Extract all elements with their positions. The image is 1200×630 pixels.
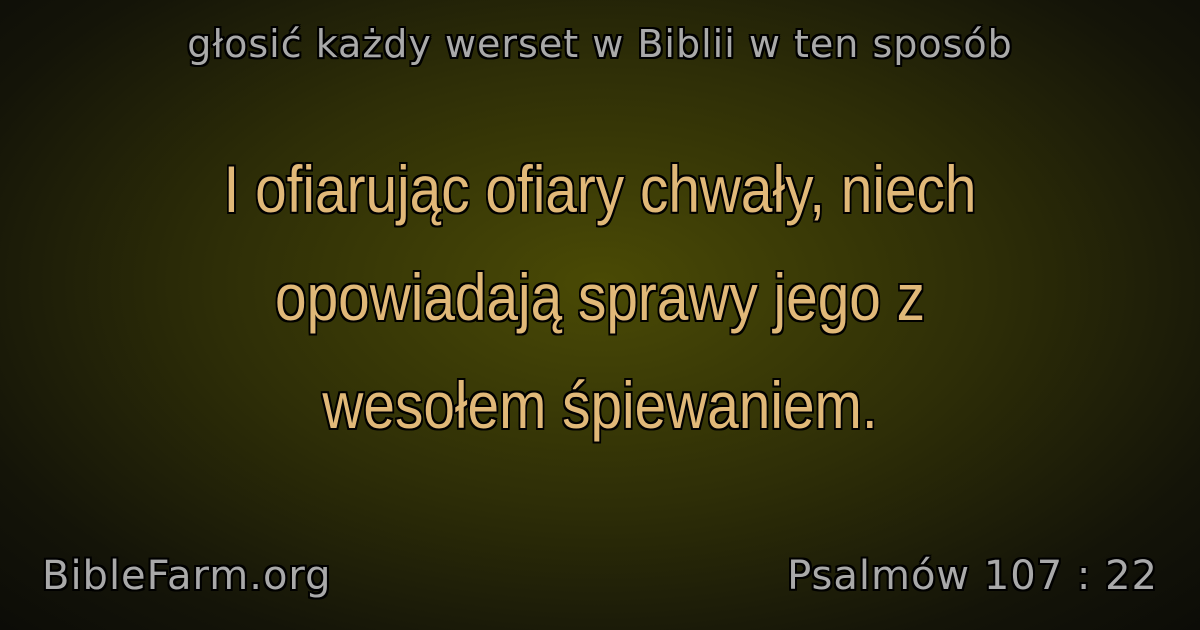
verse-line: wesołem śpiewaniem. (322, 368, 878, 442)
verse-line: I ofiarując ofiary chwały, niech (223, 152, 977, 226)
verse-reference: Psalmów 107 : 22 (787, 553, 1158, 599)
site-name: BibleFarm.org (42, 553, 332, 599)
tagline: głosić każdy werset w Biblii w ten sposób (187, 22, 1013, 66)
verse-line: opowiadają sprawy jego z (275, 260, 925, 334)
verse-text (127, 135, 1073, 459)
